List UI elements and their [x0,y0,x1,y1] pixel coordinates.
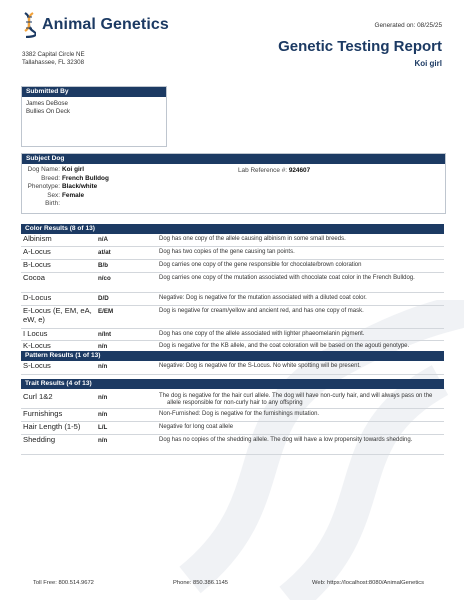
lab-address [22,51,85,66]
result-genotype: n/n [98,363,108,370]
color-results-rows [21,234,444,361]
result-description: Dog is negative for the KB allele, and the coat coloration will be based on the agouti genotype. [159,343,410,349]
lab-reference [238,167,310,176]
result-row [21,422,444,435]
pattern-results-heading: Pattern Results (1 of 13) [21,351,444,361]
result-description: Dog carries one copy of the gene responsible for chocolate/brown coloration [159,262,362,268]
submitter-org: Bullies On Deck [26,107,71,115]
result-description: Dog has two copies of the gene causing tan points. [159,249,295,255]
generated-date: Generated on: 08/25/25 [374,22,442,29]
footer-web-link[interactable]: Web: https://localhost:8080/AnimalGenetics [312,580,425,586]
result-row [21,247,444,260]
result-row [21,234,444,247]
lab-reference-value: 924607 [288,167,311,174]
dna-helix-icon [22,12,36,38]
result-description: Negative for long coat allele [159,424,234,430]
dog-name-label: Dog Name: [27,166,60,173]
result-genotype: at/at [98,249,111,256]
result-row [21,273,444,293]
subject-dog-box [21,153,446,214]
result-row [21,361,444,375]
result-description: Dog has one copy of the allele associated with lighter phaeomelanin pigment. [159,331,365,337]
brand-name: Animal Genetics [42,16,169,33]
result-genotype: n/n [98,437,108,444]
result-description: Dog has one copy of the allele causing albinism in some small breeds. [159,236,346,242]
breed-label: Breed: [41,174,60,182]
report-subtitle: Koi girl [414,59,442,68]
birth-label: Birth: [45,200,60,208]
result-row [21,306,444,329]
result-locus: E-Locus (E, EM, eA, eW, e) [23,306,92,324]
submitted-by-heading: Submitted By [22,87,166,97]
result-row [21,329,444,341]
result-genotype: n/A [98,236,108,243]
color-results-section [21,224,444,361]
brand-logo[interactable] [22,12,169,38]
result-description: Dog carries one copy of the mutation associated with chocolate coat color in the French Bulldog. [159,275,415,281]
result-row [21,409,444,422]
dog-name-value: Koi girl [62,166,85,173]
submitted-by-box [21,86,167,147]
submitter-name: James DeBose [26,100,68,107]
result-locus: I Locus [23,329,48,338]
footer-toll-free: Toll Free: 800.514.9672 [33,580,94,586]
sex-value: Female [62,191,85,199]
result-locus: D-Locus [23,293,52,302]
footer-phone: Phone: 850.386.1145 [173,580,229,586]
result-genotype: n/n [98,411,108,418]
result-genotype: B/b [98,262,108,269]
result-genotype: n/n [98,343,108,350]
result-row [21,260,444,273]
phenotype-value: Black/white [62,183,98,191]
result-genotype: n/co [98,275,111,282]
result-genotype: n/n [98,394,108,401]
pattern-results-section [21,351,444,375]
trait-results-section [21,379,444,455]
result-locus: B-Locus [23,260,51,269]
subject-dog-heading: Subject Dog [22,154,445,164]
lab-reference-label: Lab Reference #: [238,167,288,174]
report-title: Genetic Testing Report [278,38,442,55]
result-description: Non-Furnished: Dog is negative for the furnishings mutation. [159,411,320,417]
result-locus: Hair Length (1-5) [23,422,81,431]
result-description: Negative: Dog is negative for the mutation associated with a diluted coat color. [159,295,367,301]
result-description: Dog has no copies of the shedding allele. The dog will have a low propensity towards shedding. [159,437,413,443]
result-description: Negative: Dog is negative for the S-Locus. No white spotting will be present. [159,363,361,369]
result-description: Dog is negative for cream/yellow and ancient red, and has one copy of mask. [159,308,364,314]
result-row [21,389,444,409]
result-genotype: E/EM [98,308,114,315]
color-results-heading: Color Results (8 of 13) [21,224,444,234]
result-locus: A-Locus [23,247,51,256]
result-locus: Curl 1&2 [23,392,53,401]
trait-results-heading: Trait Results (4 of 13) [21,379,444,389]
result-locus: Albinism [23,234,52,243]
address-line-2: Tallahassee, FL 32308 [22,58,85,66]
result-locus: Furnishings [23,409,63,418]
result-locus: Shedding [23,435,56,444]
result-row [21,435,444,455]
result-description: The dog is negative for the hair curl allele. The dog will have non-curly hair, and will always pass on the allele responsible for non-curly hair to any offspring [159,393,433,406]
result-locus: Cocoa [23,273,45,282]
address-line-1: 3382 Capital Circle NE [22,51,85,58]
result-genotype: L/L [98,424,108,431]
result-genotype: D/D [98,295,109,302]
result-locus: S-Locus [23,361,51,370]
result-genotype: n/Int [98,331,112,338]
phenotype-label: Phenotype: [27,183,60,191]
result-row [21,293,444,306]
result-locus: K-Locus [23,341,51,350]
sex-label: Sex: [47,191,60,199]
breed-value: French Bulldog [62,174,109,182]
